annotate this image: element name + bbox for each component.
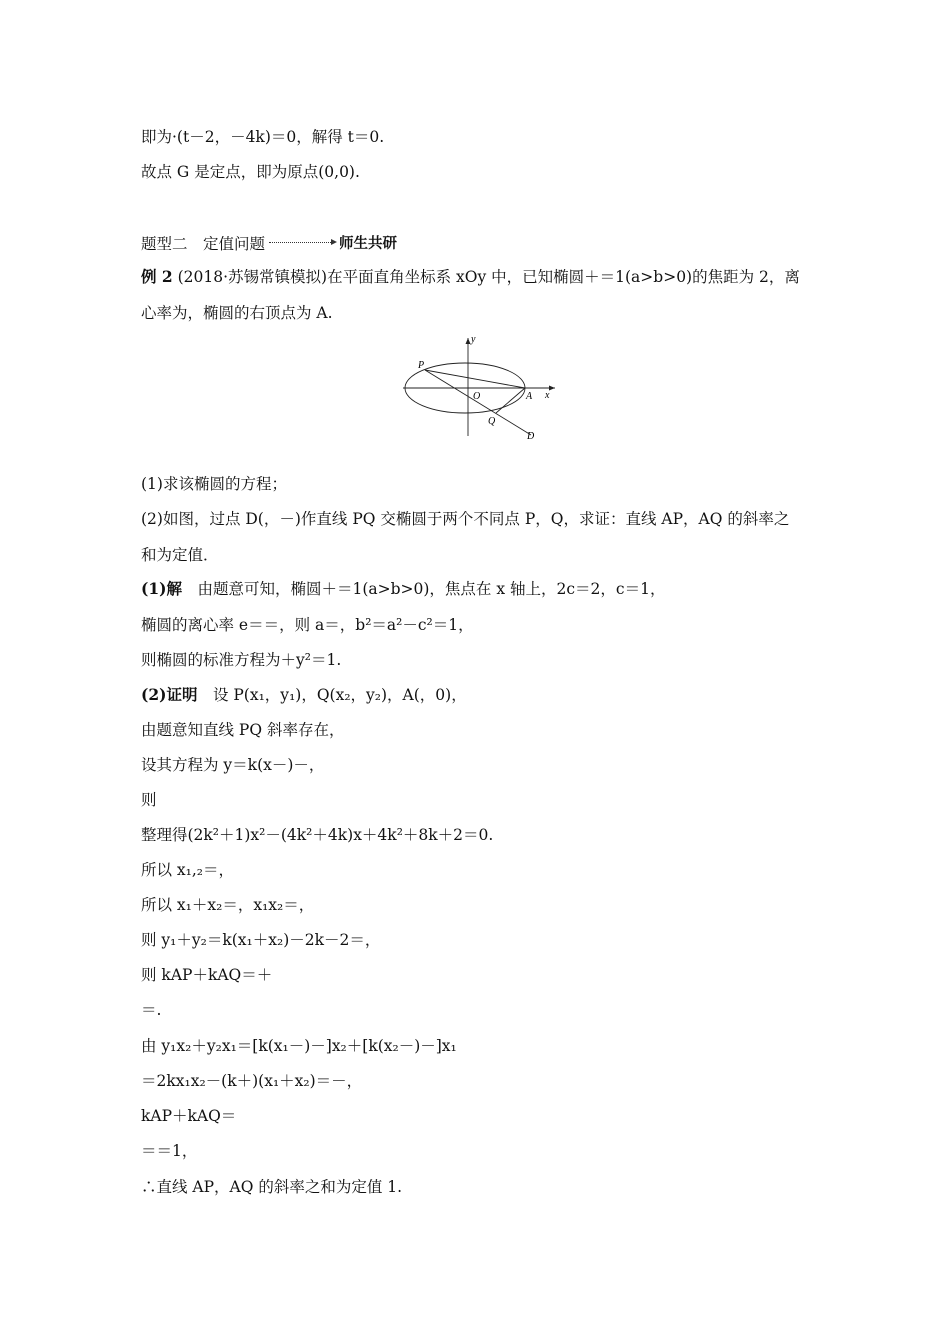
text-line: 例 2 (2018·苏锡常镇模拟)在平面直角坐标系 xOy 中，已知椭圆＋＝1(a>b>0)的焦距为 2，离 xyxy=(141,267,800,286)
x-axis-arrow-icon xyxy=(549,386,555,391)
text-line: 则 y₁＋y₂＝k(x₁＋x₂)－2k－2＝， xyxy=(141,931,381,949)
text-line: 设其方程为 y＝k(x－)－， xyxy=(141,756,325,774)
ellipse-figure xyxy=(395,332,560,444)
text-line: 整理得(2k²＋1)x²－(4k²＋4k)x＋4k²＋8k＋2＝0. xyxy=(141,826,494,844)
text-line: 即为·(t－2，－4k)＝0，解得 t＝0. xyxy=(141,128,385,146)
text-line: ＝2kx₁x₂－(k＋)(x₁＋x₂)＝－， xyxy=(141,1072,363,1090)
text-line: (1)解 由题意可知，椭圆＋＝1(a>b>0)，焦点在 x 轴上，2c＝2，c＝1， xyxy=(141,579,666,598)
line-aq xyxy=(496,388,525,413)
text-line: 则椭圆的标准方程为＋y²＝1. xyxy=(141,651,342,669)
label-q: Q xyxy=(488,416,496,427)
text-line: ＝＝1， xyxy=(141,1142,198,1160)
text-line: (2)如图，过点 D(，－)作直线 PQ 交椭圆于两个不同点 P，Q，求证：直线 AP，AQ 的斜率之 xyxy=(141,510,790,528)
text-line: 由题意知直线 PQ 斜率存在， xyxy=(141,721,345,739)
text-line: ∴直线 AP，AQ 的斜率之和为定值 1. xyxy=(141,1178,403,1196)
text-line: 所以 x₁＋x₂＝，x₁x₂＝， xyxy=(141,896,315,914)
text-line: 则 kAP＋kAQ＝＋ xyxy=(141,966,273,984)
text-line: 所以 x₁,₂＝， xyxy=(141,861,235,879)
text-line: 心率为，椭圆的右顶点为 A. xyxy=(141,304,333,322)
text-line: (2)证明 设 P(x₁，y₁)，Q(x₂，y₂)，A(，0)， xyxy=(141,685,467,704)
label-d: D xyxy=(527,431,535,442)
text-line: 椭圆的离心率 e＝＝，则 a＝，b²＝a²－c²＝1， xyxy=(141,616,474,634)
section-heading xyxy=(141,233,397,255)
proof-label: (2)证明 xyxy=(141,685,198,704)
section-title: 题型二 定值问题 xyxy=(141,235,266,253)
y-axis-arrow-icon xyxy=(466,338,471,344)
label-o: O xyxy=(473,391,481,402)
label-x: x xyxy=(545,390,550,401)
arrow-icon xyxy=(269,242,331,243)
label-y: y xyxy=(471,334,476,345)
example-label: 例 2 xyxy=(141,267,173,286)
section-tag: 师生共研 xyxy=(339,236,398,252)
solution-label: (1)解 xyxy=(141,579,182,598)
text-line: (1)求该椭圆的方程； xyxy=(141,475,287,493)
label-a: A xyxy=(526,391,533,402)
label-p: P xyxy=(418,360,425,371)
text-line: ＝. xyxy=(141,1001,162,1019)
text-line: 则 xyxy=(141,791,157,809)
text-line: kAP＋kAQ＝ xyxy=(141,1107,237,1125)
text-line: 故点 G 是定点，即为原点(0,0). xyxy=(141,163,360,181)
text-line: 和为定值． xyxy=(141,546,219,564)
text-line: 由 y₁x₂＋y₂x₁＝[k(x₁－)－]x₂＋[k(x₂－)－]x₁ xyxy=(141,1037,457,1055)
